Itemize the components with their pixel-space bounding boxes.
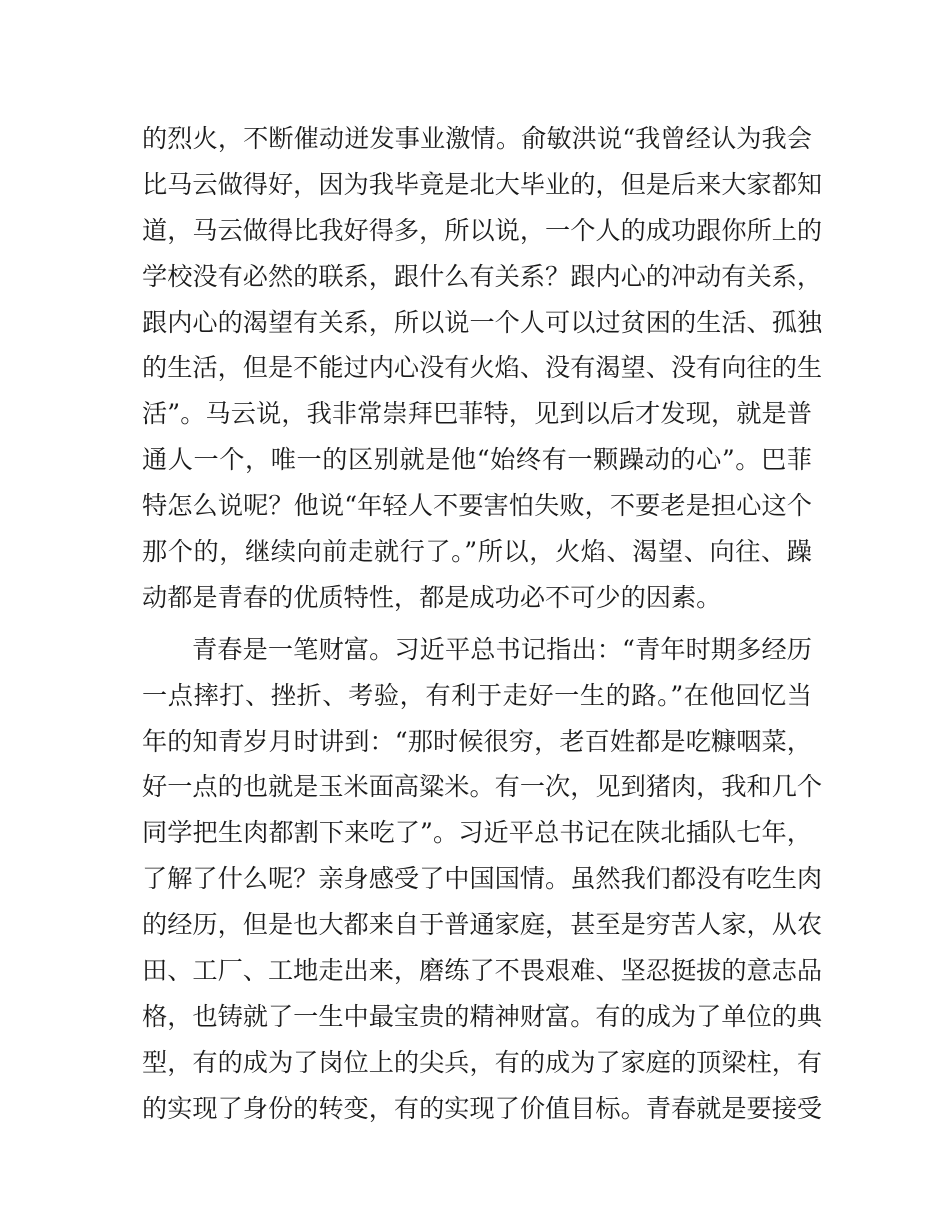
paragraph-line: 的经历，但是也大都来自于普通家庭，甚至是穷苦人家，从农 — [142, 910, 823, 940]
paragraph-line: 通人一个，唯一的区别就是他“始终有一颗躁动的心”。巴菲 — [142, 445, 812, 475]
paragraph-line: 格，也铸就了一生中最宝贵的精神财富。有的成为了单位的典 — [142, 1001, 823, 1031]
paragraph-line: 的生活，但是不能过内心没有火焰、没有渴望、没有向往的生 — [142, 353, 823, 383]
paragraph-line: 动都是青春的优质特性，都是成功必不可少的因素。 — [142, 582, 722, 612]
paragraph-line: 一点摔打、挫折、考验，有利于走好一生的路。”在他回忆当 — [142, 680, 812, 710]
paragraph-line: 跟内心的渴望有关系，所以说一个人可以过贫困的生活、孤独 — [142, 307, 823, 337]
document-body — [142, 116, 823, 1132]
paragraph-line: 学校没有必然的联系，跟什么有关系？跟内心的冲动有关系， — [142, 261, 823, 291]
paragraph-line: 的实现了身份的转变，有的实现了价值目标。青春就是要接受 — [142, 1093, 823, 1123]
paragraph-line: 田、工厂、工地走出来，磨练了不畏艰难、坚忍挺拔的意志品 — [142, 956, 823, 986]
paragraph-2 — [142, 627, 823, 1132]
paragraph-line: 的烈火，不断催动迸发事业激情。俞敏洪说“我曾经认为我会 — [142, 124, 812, 153]
paragraph-line: 特怎么说呢？他说“年轻人不要害怕失败，不要老是担心这个 — [142, 491, 812, 521]
paragraph-line: 年的知青岁月时讲到：“那时候很穷，老百姓都是吃糠咽菜， — [142, 726, 812, 756]
paragraph-line: 同学把生肉都割下来吃了”。习近平总书记在陕北插队七年， — [142, 818, 812, 848]
paragraph-line: 型，有的成为了岗位上的尖兵，有的成为了家庭的顶梁柱，有 — [142, 1047, 823, 1077]
paragraph-line: 那个的，继续向前走就行了。”所以，火焰、渴望、向往、躁 — [142, 537, 812, 567]
paragraph-line: 好一点的也就是玉米面高粱米。有一次，见到猪肉，我和几个 — [142, 772, 823, 802]
paragraph-line: 比马云做得好，因为我毕竟是北大毕业的，但是后来大家都知 — [142, 169, 823, 199]
paragraph-line: 青春是一笔财富。习近平总书记指出：“青年时期多经历 — [192, 634, 812, 664]
paragraph-line: 道，马云做得比我好得多，所以说，一个人的成功跟你所上的 — [142, 215, 823, 245]
paragraph-line: 活”。马云说，我非常崇拜巴菲特，见到以后才发现，就是普 — [142, 399, 812, 429]
paragraph-line: 了解了什么呢？亲身感受了中国国情。虽然我们都没有吃生肉 — [142, 864, 823, 894]
paragraph-1 — [142, 116, 823, 621]
